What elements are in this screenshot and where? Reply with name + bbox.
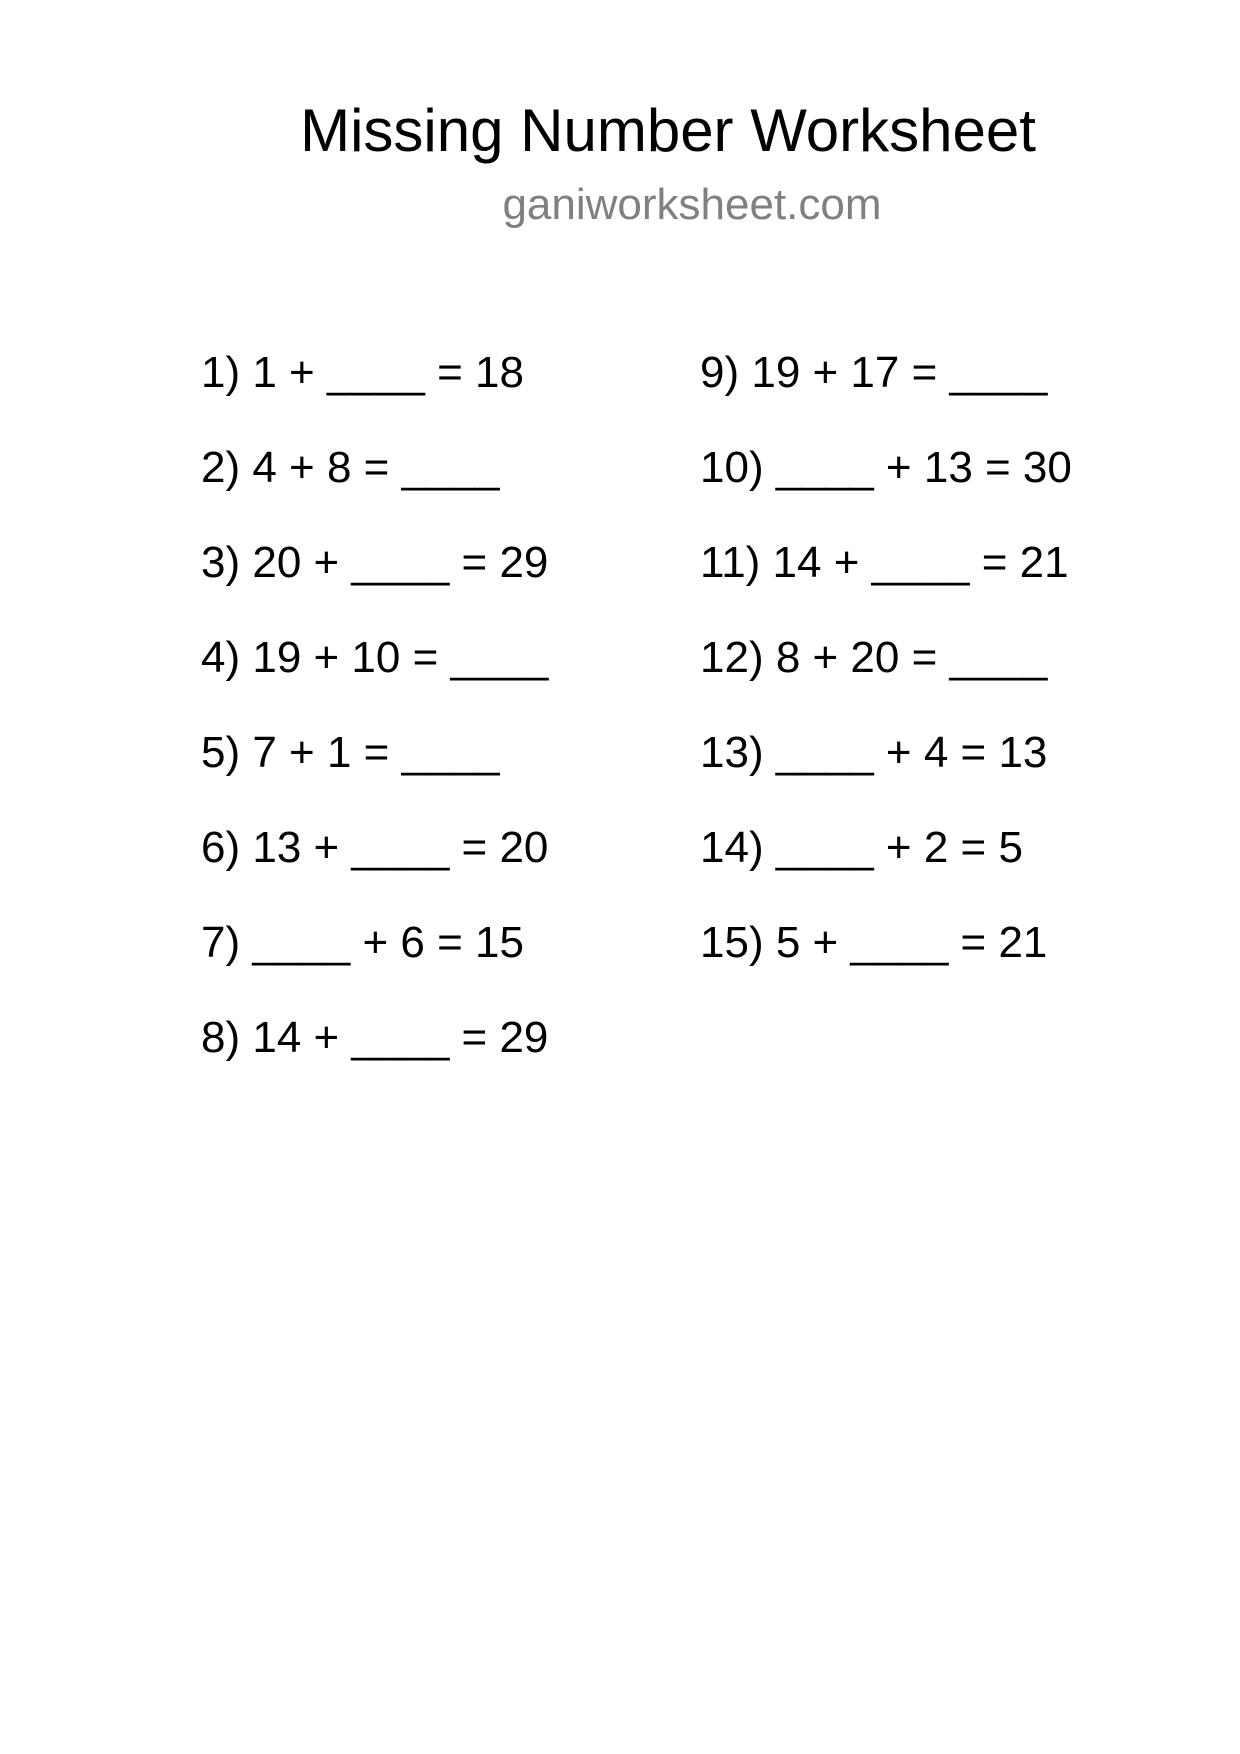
problem: 8) 14 + ____ = 29 <box>201 1013 549 1062</box>
problem: 4) 19 + 10 = ____ <box>201 633 549 682</box>
problem: 14) ____ + 2 = 5 <box>700 823 1023 872</box>
problem: 5) 7 + 1 = ____ <box>201 728 500 777</box>
problem: 12) 8 + 20 = ____ <box>700 633 1048 682</box>
problem: 13) ____ + 4 = 13 <box>700 728 1048 777</box>
problem: 1) 1 + ____ = 18 <box>201 348 524 397</box>
problems-right-column <box>700 348 1072 1016</box>
website-subtitle: ganiworksheet.com <box>502 180 882 229</box>
problem: 15) 5 + ____ = 21 <box>700 918 1048 967</box>
worksheet-title: Missing Number Worksheet <box>300 97 1036 164</box>
problem: 2) 4 + 8 = ____ <box>201 443 500 492</box>
problem: 7) ____ + 6 = 15 <box>201 918 524 967</box>
problem: 11) 14 + ____ = 21 <box>700 538 1069 587</box>
problem: 6) 13 + ____ = 20 <box>201 823 549 872</box>
problem: 10) ____ + 13 = 30 <box>700 443 1072 492</box>
problems-left-column <box>201 348 549 1111</box>
problem: 3) 20 + ____ = 29 <box>201 538 549 587</box>
problem: 9) 19 + 17 = ____ <box>700 348 1048 397</box>
